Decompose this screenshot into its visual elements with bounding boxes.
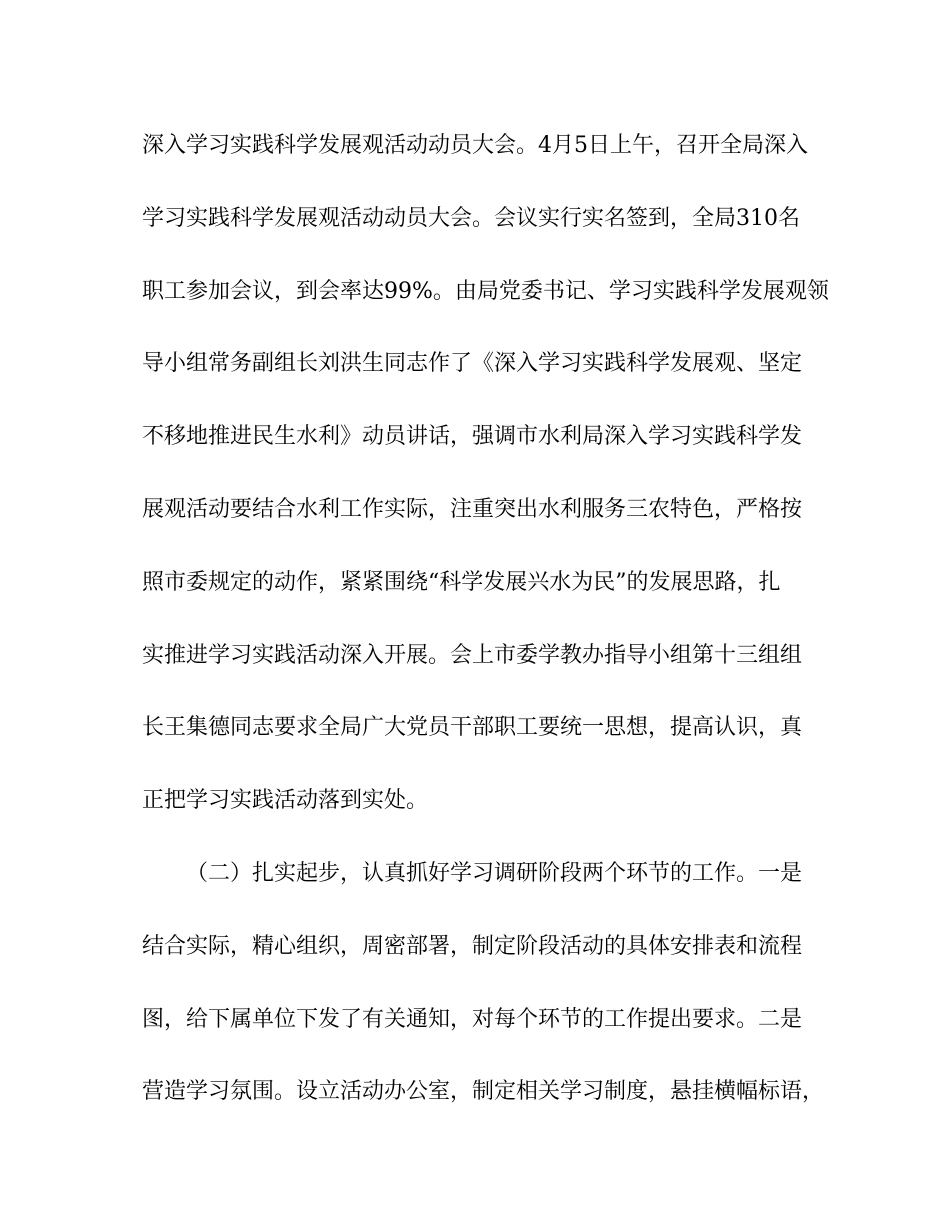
paragraph-line: 图，给下属单位下发了有关通知，对每个环节的工作提出要求。二是 bbox=[142, 1007, 803, 1032]
paragraph-line: 不移地推进民生水利》动员讲话，强调市水利局深入学习实践科学发 bbox=[142, 424, 803, 449]
paragraph-line: 实推进学习实践活动深入开展。会上市委学教办指导小组第十三组组 bbox=[142, 643, 803, 668]
paragraph-line: 展观活动要结合水利工作实际，注重突出水利服务三农特色，严格按 bbox=[142, 497, 803, 522]
paragraph-line: 正把学习实践活动落到实处。 bbox=[142, 788, 429, 813]
paragraph-line: 营造学习氛围。设立活动办公室，制定相关学习制度，悬挂横幅标语， bbox=[142, 1079, 825, 1104]
paragraph-line: 深入学习实践科学发展观活动动员大会。4月5日上午，召开全局深入 bbox=[142, 133, 808, 158]
paragraph-line: 照市委规定的动作，紧紧围绕“科学发展兴水为民”的发展思路，扎 bbox=[142, 570, 781, 595]
paragraph-line: 结合实际，精心组织，周密部署，制定阶段活动的具体安排表和流程 bbox=[142, 934, 803, 959]
paragraph-line: 职工参加会议，到会率达99%。由局党委书记、学习实践科学发展观领 bbox=[142, 279, 829, 304]
paragraph-first-line: （二）扎实起步，认真抓好学习调研阶段两个环节的工作。一是 bbox=[186, 861, 803, 886]
paragraph-line: 导小组常务副组长刘洪生同志作了《深入学习实践科学发展观、坚定 bbox=[142, 351, 803, 376]
paragraph-line: 长王集德同志要求全局广大党员干部职工要统一思想，提高认识，真 bbox=[142, 715, 803, 740]
paragraph-line: 学习实践科学发展观活动动员大会。会议实行实名签到，全局310名 bbox=[142, 206, 800, 231]
